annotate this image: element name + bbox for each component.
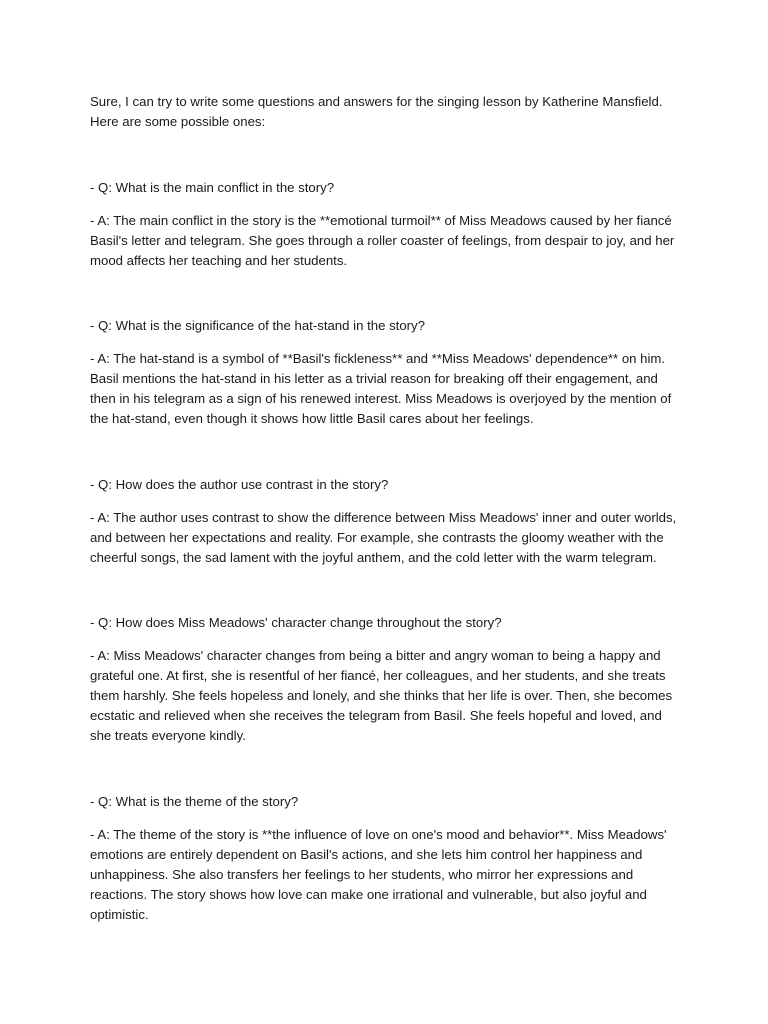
question-3: - Q: How does the author use contrast in the story? [90,477,389,492]
answer-1: - A: The main conflict in the story is the **emotional turmoil** of Miss Meadows caused by her fiancé Basil's letter and telegram. She goes through a roller coaster of feelings, from despair to joy, and her mood affects her teaching and her students. [90,213,675,268]
answer-3: - A: The author uses contrast to show the difference between Miss Meadows' inner and outer worlds, and between her expectations and reality. For example, she contrasts the gloomy weather with the cheerful songs, the sad lament with the joyful anthem, and the cold letter with the warm telegram. [90,510,677,565]
question-2: - Q: What is the significance of the hat-stand in the story? [90,318,425,333]
answer-4: - A: Miss Meadows' character changes from being a bitter and angry woman to being a happy and grateful one. At first, she is resentful of her fiancé, her colleagues, and her students, and she treats them harshly. She feels hopeless and lonely, and she thinks that her life is over. Then, she becomes ecstatic and relieved when she receives the telegram from Basil. She feels hopeful and loved, and she treats everyone kindly. [90,648,673,743]
intro-paragraph: Sure, I can try to write some questions and answers for the singing lesson by Katherine Mansfield. Here are some possible ones: [90,94,663,129]
question-5: - Q: What is the theme of the story? [90,794,299,809]
answer-5: - A: The theme of the story is **the influence of love on one's mood and behavior**. Miss Meadows' emotions are entirely dependent on Basil's actions, and she lets him control her happiness and unhappiness. She also transfers her feelings to her students, who mirror her expressions and reactions. The story shows how love can make one irrational and vulnerable, but also joyful and optimistic. [90,827,667,922]
question-4: - Q: How does Miss Meadows' character change throughout the story? [90,615,502,630]
question-1: - Q: What is the main conflict in the story? [90,180,335,195]
answer-2: - A: The hat-stand is a symbol of **Basil's fickleness** and **Miss Meadows' dependence** on him. Basil mentions the hat-stand in his letter as a trivial reason for breaking off their engagement, and then in his telegram as a sign of his renewed interest. Miss Meadows is overjoyed by the mention of the hat-stand, even though it shows how little Basil cares about her feelings. [90,351,672,426]
